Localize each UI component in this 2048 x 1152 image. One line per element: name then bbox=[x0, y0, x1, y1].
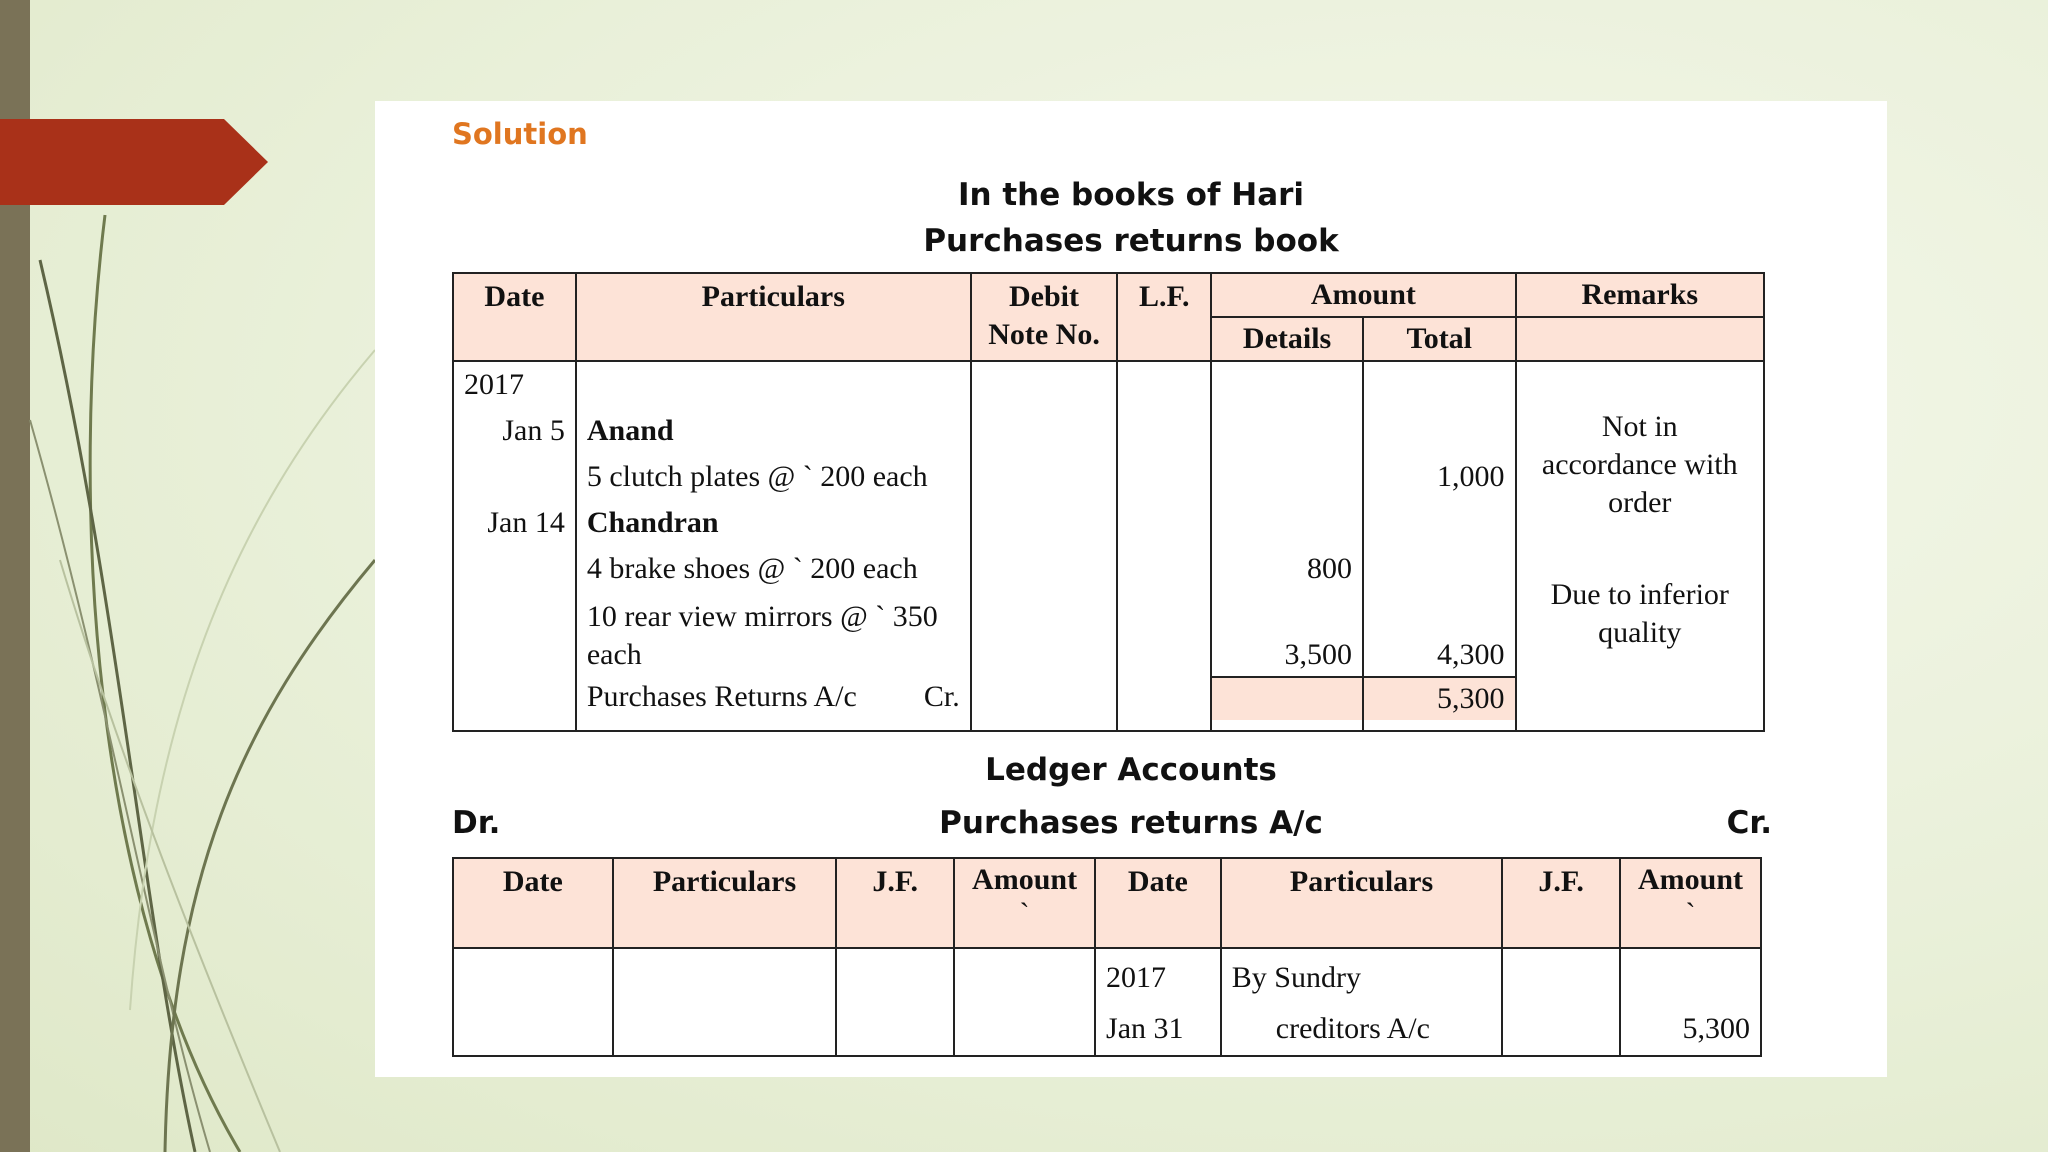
total-column: 1,000 4,300 5,300 bbox=[1363, 361, 1516, 731]
col-remarks-header: Remarks bbox=[1516, 273, 1764, 317]
header-row bbox=[453, 273, 1764, 317]
book-owner-title: In the books of Hari bbox=[957, 177, 1305, 213]
account-header-row bbox=[453, 858, 1761, 948]
book-name-title: Purchases returns book bbox=[923, 223, 1339, 259]
cr-amount-header: Amount ` bbox=[1620, 858, 1761, 948]
red-arrow-banner bbox=[0, 119, 268, 205]
dr-amount-header: Amount ` bbox=[954, 858, 1095, 948]
particulars-column: Anand 5 clutch plates @ ` 200 each Chandran 4 brake shoes @ ` 200 each 10 rear view mirrors @ ` 350 each Purchases Returns A/c Cr. bbox=[576, 361, 971, 731]
solution-card bbox=[375, 101, 1887, 1077]
dr-jf-cell bbox=[836, 948, 954, 1056]
ledger-accounts-title: Ledger Accounts bbox=[985, 752, 1277, 788]
details-column: 800 3,500 bbox=[1211, 361, 1363, 731]
dr-date-cell bbox=[453, 948, 613, 1056]
dr-amount-cell bbox=[954, 948, 1095, 1056]
cr-jf-header: J.F. bbox=[1502, 858, 1620, 948]
lf-column bbox=[1117, 361, 1211, 731]
purchases-returns-account-table bbox=[452, 857, 1762, 1057]
cr-label: Cr. bbox=[1726, 805, 1772, 841]
col-debit-note-header: Debit Note No. bbox=[971, 273, 1118, 361]
col-details-header: Details bbox=[1211, 317, 1363, 361]
details-sum-cell bbox=[1212, 676, 1362, 720]
remarks-column: Not in accordance with order Due to inferior quality bbox=[1516, 361, 1764, 731]
dates-column: 2017 Jan 5 Jan 14 bbox=[453, 361, 576, 731]
debit-note-column bbox=[971, 361, 1118, 731]
col-amount-header: Amount bbox=[1211, 273, 1515, 317]
col-particulars-header: Particulars bbox=[576, 273, 971, 361]
account-entry-row bbox=[453, 948, 1761, 1056]
body-row bbox=[453, 361, 1764, 731]
dr-date-header: Date bbox=[453, 858, 613, 948]
cr-jf-cell bbox=[1502, 948, 1620, 1056]
cr-particulars-cell: By Sundry creditors A/c bbox=[1221, 948, 1502, 1056]
dr-label: Dr. bbox=[452, 805, 501, 841]
cr-date-cell: 2017 Jan 31 bbox=[1095, 948, 1221, 1056]
cr-date-header: Date bbox=[1095, 858, 1221, 948]
dr-jf-header: J.F. bbox=[836, 858, 954, 948]
col-total-header: Total bbox=[1363, 317, 1516, 361]
grand-total-cell: 5,300 bbox=[1364, 676, 1515, 720]
purchases-returns-book-table bbox=[452, 272, 1765, 732]
remarks-subheader-blank bbox=[1516, 317, 1764, 361]
cr-amount-cell: 5,300 bbox=[1620, 948, 1761, 1056]
dr-particulars-cell bbox=[613, 948, 837, 1056]
solution-heading: Solution bbox=[452, 117, 588, 151]
cr-particulars-header: Particulars bbox=[1221, 858, 1502, 948]
col-date-header: Date bbox=[453, 273, 576, 361]
dr-particulars-header: Particulars bbox=[613, 858, 837, 948]
col-lf-header: L.F. bbox=[1117, 273, 1211, 361]
account-name-title: Purchases returns A/c bbox=[939, 805, 1323, 841]
